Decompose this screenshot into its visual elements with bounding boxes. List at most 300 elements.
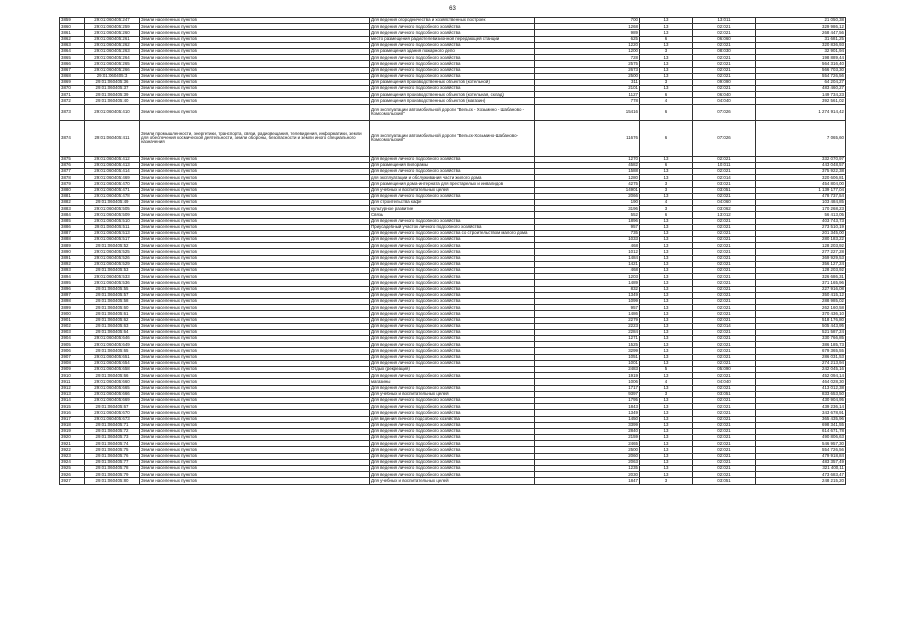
use-group-cell: 13 xyxy=(640,249,693,255)
land-category-cell: Земли населенных пунктов xyxy=(140,466,370,472)
area-cell: 1127 xyxy=(535,92,640,98)
use-code-cell: 02:021 xyxy=(693,404,756,410)
row-number-cell: 3859 xyxy=(60,18,85,24)
table-row xyxy=(60,73,846,79)
cadastral-number-cell: 29:01:060405:470 xyxy=(85,181,140,187)
permitted-use-cell: Для ведения личного подсобного хозяйства xyxy=(370,218,535,224)
cadastral-value-cell: 1 139 177,04 xyxy=(756,187,846,193)
cadastral-value-cell: 521 587,24 xyxy=(756,329,846,335)
area-cell: 2279 xyxy=(535,317,640,323)
use-code-cell: 02:021 xyxy=(693,255,756,261)
use-code-cell: 02:021 xyxy=(693,237,756,243)
table-row xyxy=(60,98,846,104)
use-code-cell: 02:021 xyxy=(693,453,756,459)
land-category-cell: Земли населенных пунктов xyxy=(140,181,370,187)
land-category-cell: Земли населенных пунктов xyxy=(140,360,370,366)
cadastral-number-cell: 29:01:060405:509 xyxy=(85,212,140,218)
area-cell: 1012 xyxy=(535,249,640,255)
table-row xyxy=(60,286,846,292)
row-number-cell: 3901 xyxy=(60,317,85,323)
row-number-cell: 3869 xyxy=(60,79,85,85)
cadastral-number-cell: 29:01:060405:478 xyxy=(85,193,140,199)
area-cell: 468 xyxy=(535,268,640,274)
use-group-cell: 13 xyxy=(640,156,693,162)
permitted-use-cell: Для ведения личного подсобного хозяйства xyxy=(370,311,535,317)
area-cell: 832 xyxy=(535,286,640,292)
use-group-cell: 5 xyxy=(640,367,693,373)
table-row xyxy=(60,86,846,92)
permitted-use-cell: Для ведения личного подсобного хозяйства xyxy=(370,336,535,342)
cadastral-value-cell: 518 176,80 xyxy=(756,317,846,323)
area-cell: 2840 xyxy=(535,428,640,434)
cadastral-number-cell: 29:01:060405:74 xyxy=(85,441,140,447)
land-category-cell: Земли населенных пунктов xyxy=(140,447,370,453)
table-row xyxy=(60,24,846,30)
use-group-cell: 13 xyxy=(640,404,693,410)
row-number-cell: 3894 xyxy=(60,274,85,280)
row-number-cell: 3877 xyxy=(60,169,85,175)
use-group-cell: 3 xyxy=(640,391,693,397)
land-category-cell: Земли населенных пунктов xyxy=(140,428,370,434)
table-row xyxy=(60,181,846,187)
land-cadastral-table xyxy=(59,17,846,485)
permitted-use-cell: Для размещения производственных объектов (котельная, склад) xyxy=(370,92,535,98)
row-number-cell: 3904 xyxy=(60,336,85,342)
cadastral-number-cell: 29:01:060405:511 xyxy=(85,224,140,230)
use-group-cell: 13 xyxy=(640,18,693,24)
use-code-cell: 02:021 xyxy=(693,243,756,249)
area-cell: 1051 xyxy=(535,354,640,360)
cadastral-number-cell: 29:01:060405:410 xyxy=(85,104,140,120)
row-number-cell: 3886 xyxy=(60,224,85,230)
cadastral-value-cell: 320 606,81 xyxy=(756,175,846,181)
land-category-cell: Земли населенных пунктов xyxy=(140,92,370,98)
land-category-cell: Земли населенных пунктов xyxy=(140,305,370,311)
permitted-use-cell: Для ведения личного подсобного хозяйства xyxy=(370,323,535,329)
use-code-cell: 03:051 xyxy=(693,187,756,193)
use-code-cell: 02:021 xyxy=(693,441,756,447)
table-row xyxy=(60,317,846,323)
row-number-cell: 3912 xyxy=(60,385,85,391)
use-group-cell: 13 xyxy=(640,268,693,274)
cadastral-value-cell: 566 703,30 xyxy=(756,67,846,73)
use-group-cell: 13 xyxy=(640,422,693,428)
table-row xyxy=(60,156,846,162)
cadastral-value-cell: 277 227,28 xyxy=(756,249,846,255)
land-category-cell: Земли населенных пунктов xyxy=(140,193,370,199)
area-cell: 1006 xyxy=(535,379,640,385)
row-number-cell: 3889 xyxy=(60,243,85,249)
area-cell: 3299 xyxy=(535,348,640,354)
land-category-cell: Земли населенных пунктов xyxy=(140,311,370,317)
use-group-cell: 13 xyxy=(640,286,693,292)
cadastral-number-cell: 29:01:060405:471 xyxy=(85,187,140,193)
cadastral-value-cell: 128 203,92 xyxy=(756,243,846,249)
table-row xyxy=(60,311,846,317)
table-row xyxy=(60,466,846,472)
permitted-use-cell: Для ведения личного подсобного хозяйства xyxy=(370,156,535,162)
table-row xyxy=(60,373,846,379)
cadastral-number-cell: 29:01:060405:517 xyxy=(85,237,140,243)
use-code-cell: 02:021 xyxy=(693,317,756,323)
row-number-cell: 3885 xyxy=(60,218,85,224)
table-row xyxy=(60,435,846,441)
table-row xyxy=(60,478,846,484)
cadastral-number-cell: 29:01:060405:75 xyxy=(85,447,140,453)
use-code-cell: 02:021 xyxy=(693,73,756,79)
area-cell: 957 xyxy=(535,224,640,230)
area-cell: 2500 xyxy=(535,73,640,79)
use-group-cell: 13 xyxy=(640,298,693,304)
table-row xyxy=(60,323,846,329)
table-row xyxy=(60,230,846,236)
use-group-cell: 13 xyxy=(640,30,693,36)
area-cell: 778 xyxy=(535,98,640,104)
cadastral-number-cell: 29:01:060405:263 xyxy=(85,48,140,54)
use-code-cell: 02:021 xyxy=(693,422,756,428)
land-category-cell: Земли населенных пунктов xyxy=(140,104,370,120)
use-code-cell: 02:021 xyxy=(693,298,756,304)
table-row xyxy=(60,397,846,403)
use-group-cell: 13 xyxy=(640,472,693,478)
area-cell: 1268 xyxy=(535,24,640,30)
area-cell: 11676 xyxy=(535,120,640,156)
cadastral-value-cell: 483 357,49 xyxy=(756,459,846,465)
permitted-use-cell: Для размещения пилорамы xyxy=(370,162,535,168)
row-number-cell: 3908 xyxy=(60,360,85,366)
permitted-use-cell: Для эксплуатации автомобильной дороги "Вельск-Хозьмино-Шабаново-Комсомольский" xyxy=(370,120,535,156)
area-cell: 2284 xyxy=(535,329,640,335)
cadastral-number-cell: 29:01:060405:526 xyxy=(85,255,140,261)
area-cell: 1349 xyxy=(535,410,640,416)
use-group-cell: 3 xyxy=(640,181,693,187)
area-cell: 2500 xyxy=(535,447,640,453)
row-number-cell: 3878 xyxy=(60,175,85,181)
cadastral-value-cell: 452 094,14 xyxy=(756,373,846,379)
cadastral-value-cell: 149 734,23 xyxy=(756,92,846,98)
row-number-cell: 3923 xyxy=(60,453,85,459)
use-code-cell: 04:060 xyxy=(693,199,756,205)
cadastral-number-cell: 29:01:060405:58 xyxy=(85,298,140,304)
use-group-cell: 13 xyxy=(640,466,693,472)
permitted-use-cell: Для ведения личного подсобного хозяйства xyxy=(370,447,535,453)
area-cell: 700 xyxy=(535,18,640,24)
area-cell: 2063 xyxy=(535,459,640,465)
permitted-use-cell: Для ведения личного подсобного хозяйства xyxy=(370,286,535,292)
land-category-cell: Земли населенных пунктов xyxy=(140,249,370,255)
cadastral-number-cell: 29:01:060405:64 xyxy=(85,329,140,335)
use-group-cell: 13 xyxy=(640,397,693,403)
cadastral-value-cell: 350 415,12 xyxy=(756,292,846,298)
area-cell: 1001 xyxy=(535,360,640,366)
land-category-cell: Земли населенных пунктов xyxy=(140,280,370,286)
cadastral-value-cell: 329 986,12 xyxy=(756,24,846,30)
row-number-cell: 3915 xyxy=(60,404,85,410)
use-code-cell: 02:021 xyxy=(693,42,756,48)
area-cell: 2066 xyxy=(535,193,640,199)
permitted-use-cell: Для ведения личного подсобного хозяйства xyxy=(370,292,535,298)
land-category-cell: Земли населенных пунктов xyxy=(140,61,370,67)
cadastral-value-cell: 103 484,85 xyxy=(756,199,846,205)
table-row xyxy=(60,237,846,243)
row-number-cell: 3925 xyxy=(60,466,85,472)
area-cell: 1280 xyxy=(535,175,640,181)
use-code-cell: 03:021 xyxy=(693,181,756,187)
land-category-cell: Земли населенных пунктов xyxy=(140,98,370,104)
cadastral-number-cell: 29:01:060405:412 xyxy=(85,156,140,162)
permitted-use-cell: Для ведения личного подсобного хозяйства со строительством малого дома xyxy=(370,230,535,236)
land-category-cell: Земли населенных пунктов xyxy=(140,255,370,261)
area-cell: 552 xyxy=(535,212,640,218)
permitted-use-cell: Для ведения личного подсобного хозяйства xyxy=(370,397,535,403)
row-number-cell: 3879 xyxy=(60,181,85,187)
row-number-cell: 3888 xyxy=(60,237,85,243)
cadastral-number-cell: 29:01:060405:660 xyxy=(85,379,140,385)
use-group-cell: 13 xyxy=(640,175,693,181)
area-cell: 3196 xyxy=(535,206,640,212)
cadastral-number-cell: 29:01:060405:72 xyxy=(85,428,140,434)
land-category-cell: Земли населенных пунктов xyxy=(140,42,370,48)
cadastral-number-cell: 29:01:060405:669 xyxy=(85,397,140,403)
land-category-cell: Земли населенных пунктов xyxy=(140,243,370,249)
table-row xyxy=(60,459,846,465)
row-number-cell: 3876 xyxy=(60,162,85,168)
row-number-cell: 3882 xyxy=(60,199,85,205)
cadastral-number-cell: 29:01:060405:66 xyxy=(85,373,140,379)
cadastral-number-cell: 29:01:060405:37 xyxy=(85,86,140,92)
use-group-cell: 13 xyxy=(640,193,693,199)
use-code-cell: 02:021 xyxy=(693,261,756,267)
cadastral-value-cell: 430 904,95 xyxy=(756,397,846,403)
permitted-use-cell: Для учебных и воспитательных целей xyxy=(370,391,535,397)
cadastral-value-cell: 128 203,92 xyxy=(756,268,846,274)
cadastral-number-cell: 29:01:060405:536 xyxy=(85,280,140,286)
table-row xyxy=(60,428,846,434)
area-cell: 1486 xyxy=(535,311,640,317)
row-number-cell: 3880 xyxy=(60,187,85,193)
cadastral-number-cell: 29:01:060405:76 xyxy=(85,453,140,459)
use-group-cell: 13 xyxy=(640,24,693,30)
table-row xyxy=(60,36,846,42)
table-row xyxy=(60,104,846,120)
cadastral-value-cell: 330 766,85 xyxy=(756,336,846,342)
area-cell: 1421 xyxy=(535,261,640,267)
land-category-cell: Земли населенных пунктов xyxy=(140,36,370,42)
use-code-cell: 02:021 xyxy=(693,218,756,224)
row-number-cell: 3873 xyxy=(60,104,85,120)
table-row xyxy=(60,42,846,48)
use-code-cell: 02:021 xyxy=(693,280,756,286)
cadastral-number-cell: 29:01:060405:73 xyxy=(85,435,140,441)
permitted-use-cell: место размещения радиотелевизионной передающей станции xyxy=(370,36,535,42)
use-code-cell: 02:021 xyxy=(693,230,756,236)
land-category-cell: Земли населенных пунктов xyxy=(140,48,370,54)
cadastral-number-cell: 29:01:060405:414 xyxy=(85,169,140,175)
permitted-use-cell: Для ведения личного подсобного хозяйства xyxy=(370,435,535,441)
row-number-cell: 3917 xyxy=(60,416,85,422)
row-number-cell: 3867 xyxy=(60,67,85,73)
cadastral-number-cell: 29:01:060405:80 xyxy=(85,478,140,484)
permitted-use-cell: Для ведения личного подсобного хозяйства xyxy=(370,249,535,255)
table-row xyxy=(60,336,846,342)
cadastral-number-cell: 29:01:060405:658 xyxy=(85,367,140,373)
use-code-cell: 10:011 xyxy=(693,162,756,168)
cadastral-value-cell: 288 985,02 xyxy=(756,298,846,304)
cadastral-number-cell: 29:01:060405:247 xyxy=(85,18,140,24)
permitted-use-cell: Для ведения личного подсобного хозяйства xyxy=(370,255,535,261)
cadastral-number-cell: 29:01:060405:62 xyxy=(85,317,140,323)
permitted-use-cell: Для ведения личного подсобного хозяйства xyxy=(370,243,535,249)
row-number-cell: 3871 xyxy=(60,92,85,98)
cadastral-number-cell: 29:01:060405:36 xyxy=(85,79,140,85)
row-number-cell: 3914 xyxy=(60,397,85,403)
land-category-cell: Земли населенных пунктов xyxy=(140,187,370,193)
table-row xyxy=(60,224,846,230)
use-code-cell: 07:026 xyxy=(693,104,756,120)
cadastral-value-cell: 286 031,53 xyxy=(756,354,846,360)
table-row xyxy=(60,193,846,199)
row-number-cell: 3875 xyxy=(60,156,85,162)
use-group-cell: 6 xyxy=(640,212,693,218)
row-number-cell: 3906 xyxy=(60,348,85,354)
cadastral-number-cell: 29:01:060405:78 xyxy=(85,466,140,472)
use-group-cell: 13 xyxy=(640,280,693,286)
permitted-use-cell: Для размещения производственных объектов (котельной) xyxy=(370,79,535,85)
land-category-cell: Земли населенных пунктов xyxy=(140,459,370,465)
area-cell: 1525 xyxy=(535,342,640,348)
cadastral-number-cell: 29:01:060405:264 xyxy=(85,55,140,61)
area-cell: 1099 xyxy=(535,298,640,304)
cadastral-value-cell: 483 460,27 xyxy=(756,86,846,92)
row-number-cell: 3899 xyxy=(60,305,85,311)
use-code-cell: 02:021 xyxy=(693,416,756,422)
use-group-cell: 13 xyxy=(640,317,693,323)
land-category-cell: Земли населенных пунктов xyxy=(140,422,370,428)
area-cell: 15416 xyxy=(535,104,640,120)
area-cell: 989 xyxy=(535,30,640,36)
use-group-cell: 13 xyxy=(640,224,693,230)
cadastral-value-cell: 356 127,24 xyxy=(756,261,846,267)
cadastral-value-cell: 386 185,73 xyxy=(756,342,846,348)
use-group-cell: 13 xyxy=(640,354,693,360)
permitted-use-cell: Для ведения личного подсобного хозяйства xyxy=(370,169,535,175)
cadastral-number-cell: 29:01:060405:649 xyxy=(85,342,140,348)
land-category-cell: Земли населенных пунктов xyxy=(140,55,370,61)
cadastral-number-cell: 29:01:060405:670 xyxy=(85,410,140,416)
cadastral-value-cell: 227 916,08 xyxy=(756,286,846,292)
use-group-cell: 13 xyxy=(640,311,693,317)
cadastral-value-cell: 554 726,56 xyxy=(756,447,846,453)
use-code-cell: 02:021 xyxy=(693,274,756,280)
land-category-cell: Земли населенных пунктов xyxy=(140,478,370,484)
permitted-use-cell: Для ведения личного подсобного хозяйства xyxy=(370,428,535,434)
row-number-cell: 3884 xyxy=(60,212,85,218)
use-code-cell: 02:021 xyxy=(693,305,756,311)
cadastral-value-cell: 365 435,96 xyxy=(756,416,846,422)
table-row xyxy=(60,447,846,453)
cadastral-number-cell: 29:01:060405:265 xyxy=(85,61,140,67)
area-cell: 1489 xyxy=(535,280,640,286)
cadastral-number-cell: 29:01:060405:39 xyxy=(85,92,140,98)
cadastral-number-cell: 29:01:060405:259 xyxy=(85,24,140,30)
cadastral-value-cell: 21 050,38 xyxy=(756,18,846,24)
permitted-use-cell: Для ведения личного подсобного хозяйства xyxy=(370,453,535,459)
row-number-cell: 3863 xyxy=(60,42,85,48)
permitted-use-cell: Для ведения личного подсобного хозяйства xyxy=(370,422,535,428)
area-cell: 2159 xyxy=(535,435,640,441)
cadastral-value-cell: 198 889,44 xyxy=(756,55,846,61)
cadastral-number-cell: 29:01:060405:67 xyxy=(85,404,140,410)
permitted-use-cell: Для ведения личного подсобного хозяйства xyxy=(370,360,535,366)
land-category-cell: Земли населенных пунктов xyxy=(140,441,370,447)
use-group-cell: 13 xyxy=(640,441,693,447)
cadastral-number-cell: 29:01:060405:52 xyxy=(85,243,140,249)
land-category-cell: Земли населенных пунктов xyxy=(140,323,370,329)
land-category-cell: Земли населенных пунктов xyxy=(140,274,370,280)
permitted-use-cell: Для ведения личного подсобного хозяйства xyxy=(370,61,535,67)
row-number-cell: 3927 xyxy=(60,478,85,484)
cadastral-number-cell: 29:01:060405:654 xyxy=(85,360,140,366)
use-code-cell: 02:021 xyxy=(693,286,756,292)
use-group-cell: 13 xyxy=(640,67,693,73)
table-row xyxy=(60,441,846,447)
row-number-cell: 3891 xyxy=(60,255,85,261)
cadastral-number-cell: 29:01:060405:49 xyxy=(85,199,140,205)
area-cell: 625 xyxy=(535,36,640,42)
cadastral-value-cell: 614 671,78 xyxy=(756,428,846,434)
permitted-use-cell: Для ведения личного подсобного хозяйства xyxy=(370,193,535,199)
cadastral-value-cell: 248 215,20 xyxy=(756,478,846,484)
table-row xyxy=(60,218,846,224)
permitted-use-cell: Для ведения личного подсобного хозяйства xyxy=(370,237,535,243)
permitted-use-cell: Для ведения личного подсобного хозяйства xyxy=(370,342,535,348)
cadastral-value-cell: 370 436,10 xyxy=(756,311,846,317)
use-code-cell: 04:040 xyxy=(693,379,756,385)
row-number-cell: 3896 xyxy=(60,286,85,292)
cadastral-number-cell: 29:01:060405:646 xyxy=(85,336,140,342)
table-row xyxy=(60,261,846,267)
table-row xyxy=(60,360,846,366)
land-category-cell: Земли населенных пунктов xyxy=(140,212,370,218)
permitted-use-cell: культурное развитие xyxy=(370,206,535,212)
row-number-cell: 3905 xyxy=(60,342,85,348)
area-cell: 728 xyxy=(535,55,640,61)
land-category-cell: Земли населенных пунктов xyxy=(140,156,370,162)
use-code-cell: 13:011 xyxy=(693,18,756,24)
permitted-use-cell: Для ведения личного подсобного хозяйства xyxy=(370,261,535,267)
cadastral-value-cell: 274 213,94 xyxy=(756,360,846,366)
use-code-cell: 02:021 xyxy=(693,67,756,73)
cadastral-value-cell: 242 045,16 xyxy=(756,367,846,373)
use-code-cell: 03:062 xyxy=(693,206,756,212)
area-cell: 735 xyxy=(535,230,640,236)
permitted-use-cell: Для учебных и воспитательных целей xyxy=(370,187,535,193)
area-cell: 1203 xyxy=(535,274,640,280)
cadastral-number-cell: 29:01:060405:261 xyxy=(85,36,140,42)
permitted-use-cell: Для ведения личного подсобного хозяйства xyxy=(370,73,535,79)
use-group-cell: 13 xyxy=(640,243,693,249)
use-code-cell: 02:021 xyxy=(693,342,756,348)
use-code-cell: 02:021 xyxy=(693,156,756,162)
cadastral-number-cell: 29:01:060405:413 xyxy=(85,162,140,168)
permitted-use-cell: Приусадебный участок личного подсобного хозяйства xyxy=(370,224,535,230)
use-code-cell: 09:090 xyxy=(693,79,756,85)
land-category-cell: Земли населенных пунктов xyxy=(140,354,370,360)
land-category-cell: Земли населенных пунктов xyxy=(140,397,370,403)
use-code-cell: 02:021 xyxy=(693,410,756,416)
land-category-cell: Земли населенных пунктов xyxy=(140,292,370,298)
land-category-cell: Земли населенных пунктов xyxy=(140,169,370,175)
